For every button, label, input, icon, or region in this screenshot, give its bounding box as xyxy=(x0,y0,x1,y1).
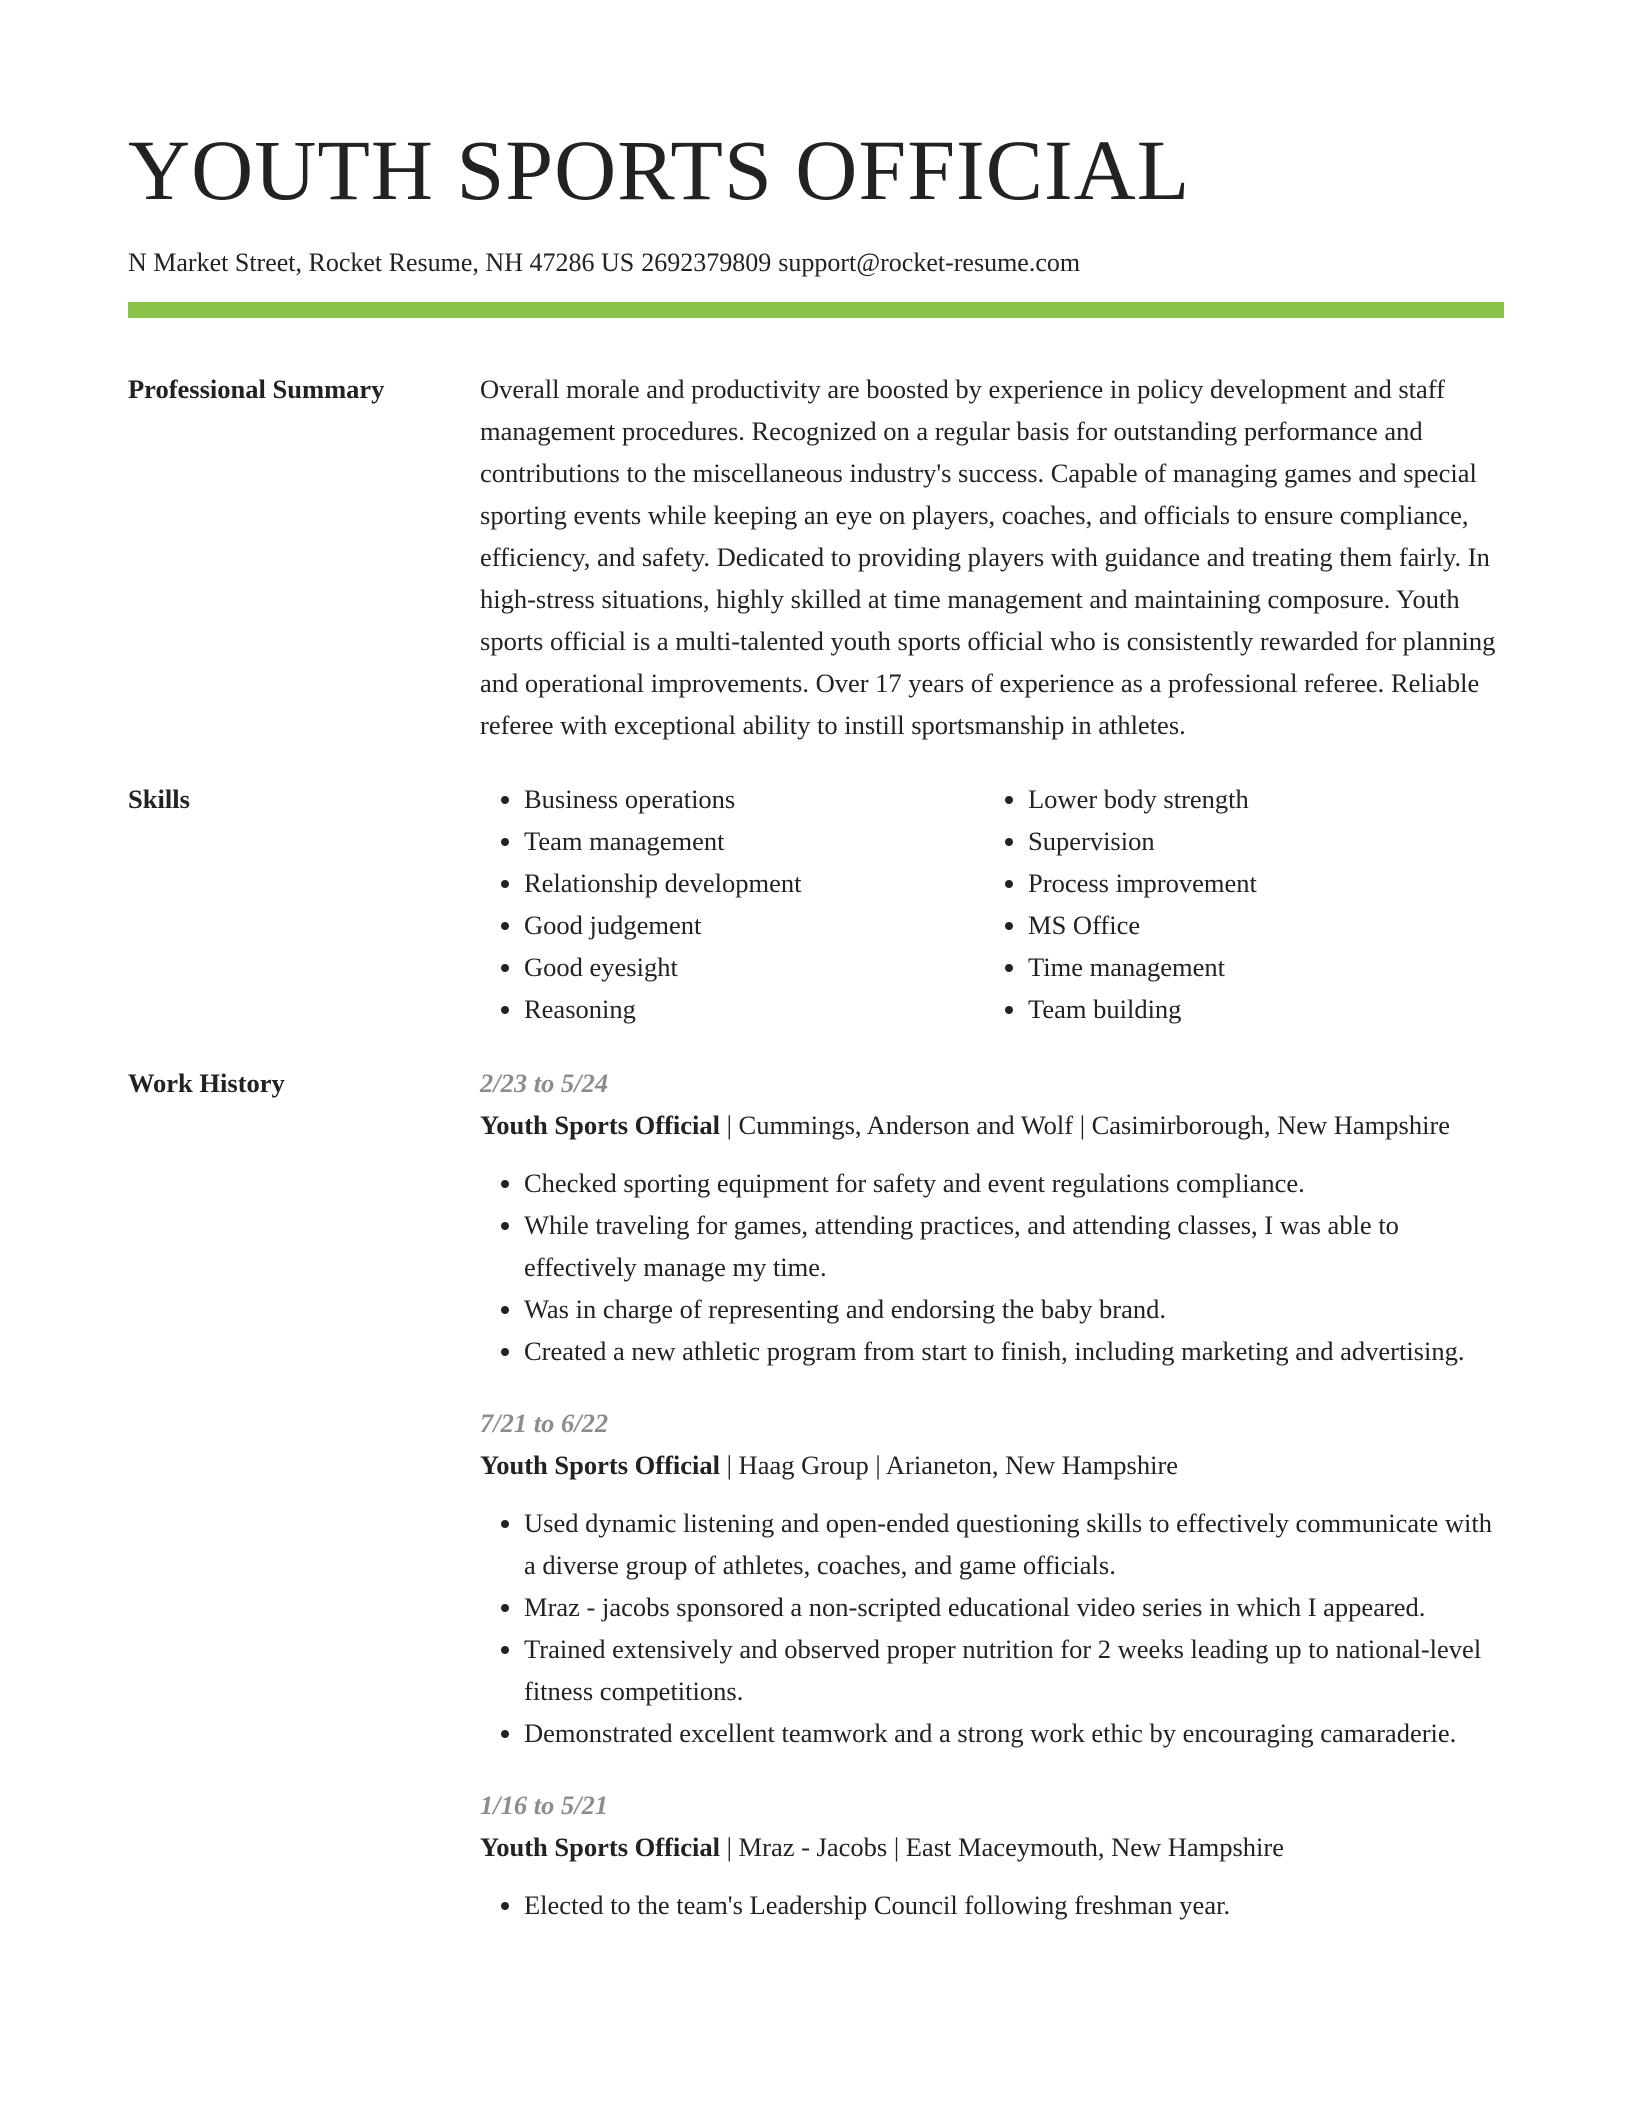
skills-list-left xyxy=(480,778,984,1030)
skills-body xyxy=(480,778,1504,1030)
summary-section xyxy=(128,368,1504,746)
job-details: | Haag Group | Arianeton, New Hampshire xyxy=(720,1450,1179,1480)
resume-title: YOUTH SPORTS OFFICIAL xyxy=(128,122,1191,218)
job-bullet: • Used dynamic listening and open-ended questioning skills to effectively communicate with a diverse group of athletes, coaches, and game officials. xyxy=(524,1502,1504,1586)
skill-item: • Team building xyxy=(1028,988,1488,1030)
job-bullet: • Was in charge of representing and endorsing the baby brand. xyxy=(524,1288,1504,1330)
job-details: | Mraz - Jacobs | East Maceymouth, New Hampshire xyxy=(720,1832,1285,1862)
skill-item: • Lower body strength xyxy=(1028,778,1488,820)
skill-item: • Team management xyxy=(524,820,984,862)
job-dates: 1/16 to 5/21 xyxy=(480,1790,609,1820)
skill-item: • Reasoning xyxy=(524,988,984,1030)
job-bullet: • Demonstrated excellent teamwork and a strong work ethic by encouraging camaraderie. xyxy=(524,1712,1504,1754)
job-entry xyxy=(480,1402,1504,1754)
job-bullet: • Trained extensively and observed proper nutrition for 2 weeks leading up to national-level fitness competitions. xyxy=(524,1628,1504,1712)
skill-item: • Process improvement xyxy=(1028,862,1488,904)
skill-item: • Good eyesight xyxy=(524,946,984,988)
skills-list-right xyxy=(984,778,1488,1030)
job-dates: 7/21 to 6/22 xyxy=(480,1408,609,1438)
job-title: Youth Sports Official xyxy=(480,1450,720,1480)
skill-item: • Business operations xyxy=(524,778,984,820)
job-bullets xyxy=(480,1502,1504,1754)
job-heading xyxy=(480,1104,1504,1146)
job-title: Youth Sports Official xyxy=(480,1832,720,1862)
skills-section xyxy=(128,778,1504,1030)
job-bullet: • Mraz - jacobs sponsored a non-scripted educational video series in which I appeared. xyxy=(524,1586,1504,1628)
contact-email: support@rocket-resume.com xyxy=(778,248,1081,277)
job-dates: 2/23 to 5/24 xyxy=(480,1068,609,1098)
skill-item: • MS Office xyxy=(1028,904,1488,946)
job-entry xyxy=(480,1062,1504,1372)
contact-phone: 2692379809 xyxy=(641,248,772,277)
job-bullets xyxy=(480,1884,1504,1926)
skill-item: • Supervision xyxy=(1028,820,1488,862)
skill-item: • Good judgement xyxy=(524,904,984,946)
job-entry xyxy=(480,1784,1504,1926)
job-details: | Cummings, Anderson and Wolf | Casimirborough, New Hampshire xyxy=(720,1110,1451,1140)
job-heading xyxy=(480,1826,1504,1868)
contact-line xyxy=(128,246,1504,280)
job-bullet: • While traveling for games, attending practices, and attending classes, I was able to effectively manage my time. xyxy=(524,1204,1504,1288)
job-bullets xyxy=(480,1162,1504,1372)
job-bullet: • Checked sporting equipment for safety and event regulations compliance. xyxy=(524,1162,1504,1204)
skill-item: • Relationship development xyxy=(524,862,984,904)
summary-heading: Professional Summary xyxy=(128,374,385,404)
summary-text: Overall morale and productivity are boosted by experience in policy development and staff management procedures. Recognized on a regular basis for outstanding performance and contributions to the miscellaneous industry's success. Capable of managing games and special sporting events while keeping an eye on players, coaches, and officials to ensure compliance, efficiency, and safety. Dedicated to providing players with guidance and treating them fairly. In high-stress situations, highly skilled at time management and maintaining composure. Youth sports official is a multi-talented youth sports official who is consistently rewarded for planning and operational improvements. Over 17 years of experience as a professional referee. Reliable referee with exceptional ability to instill sportsmanship in athletes. xyxy=(480,374,1496,740)
job-title: Youth Sports Official xyxy=(480,1110,720,1140)
job-bullet: • Created a new athletic program from start to finish, including marketing and advertising. xyxy=(524,1330,1504,1372)
work-history-section xyxy=(128,1062,1504,1926)
job-heading xyxy=(480,1444,1504,1486)
header-divider xyxy=(128,302,1504,318)
skill-item: • Time management xyxy=(1028,946,1488,988)
work-history-heading: Work History xyxy=(128,1068,285,1098)
job-bullet: • Elected to the team's Leadership Council following freshman year. xyxy=(524,1884,1504,1926)
work-history-body xyxy=(480,1062,1504,1926)
resume-page xyxy=(128,0,1504,1926)
skills-heading: Skills xyxy=(128,784,190,814)
contact-address: N Market Street, Rocket Resume, NH 47286 US xyxy=(128,248,635,277)
